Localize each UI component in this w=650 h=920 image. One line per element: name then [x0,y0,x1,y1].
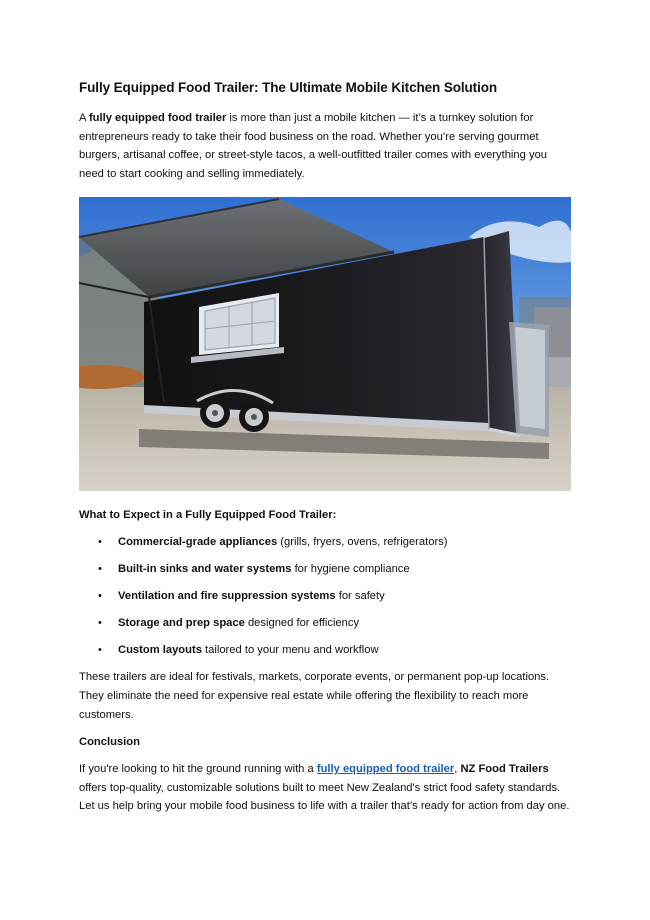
food-trailer-photo [79,197,571,491]
list-item [79,641,574,659]
page-title: Fully Equipped Food Trailer: The Ultimate Mobile Kitchen Solution [79,80,498,95]
food-trailer-link[interactable]: fully equipped food trailer [316,763,455,776]
feature-bold: Storage and prep space [118,617,245,630]
feature-rest: for safety [335,590,385,603]
expect-heading: What to Expect in a Fully Equipped Food Trailer: [79,509,337,522]
conclusion-rest: offers top-quality, customizable solutions built to meet New Zealand's strict food safety standards. Let us help bring your mobile food business to life with a trailer that’s ready for action from day one. [79,781,570,813]
bullet-icon: • [98,536,102,549]
feature-rest: designed for efficiency [244,617,360,630]
conclusion-lead: If you're looking to hit the ground running with a [79,763,317,776]
feature-rest: for hygiene compliance [291,563,410,576]
feature-bold: Commercial-grade appliances [118,536,278,549]
feature-bold: Ventilation and fire suppression systems [118,590,336,603]
document-content [79,78,574,816]
body-paragraph: These trailers are ideal for festivals, markets, corporate events, or permanent pop-up locations. They eliminate the need for expensive real estate while offering the flexibility to reach more customers. [79,671,550,721]
bullet-icon: • [98,590,102,603]
bullet-icon: • [98,644,102,657]
conclusion-paragraph [79,760,574,816]
intro-bold: fully equipped food trailer [88,112,227,124]
company-name: NZ Food Trailers [460,763,549,776]
feature-bold: Custom layouts [118,644,202,657]
bullet-icon: • [98,617,102,630]
feature-list [79,533,574,659]
feature-bold: Built-in sinks and water systems [118,563,292,576]
bullet-icon: • [98,563,102,576]
feature-rest: tailored to your menu and workflow [201,644,379,657]
list-item [79,614,574,632]
intro-rest: is more than just a mobile kitchen — it’s a turnkey solution for entrepreneurs ready to take their food business on the road. Whether you’re serving gourmet burgers, artisanal coffee, or street-style tacos, a well-outfitted trailer comes with everything you need to start cooking and selling immediately. [79,112,548,180]
intro-lead: A [79,112,89,124]
list-item [79,587,574,605]
list-item [79,533,574,551]
list-item [79,560,574,578]
conclusion-sep: , [454,763,461,776]
intro-paragraph [79,109,574,183]
feature-rest: (grills, fryers, ovens, refrigerators) [277,536,448,549]
conclusion-heading: Conclusion [79,736,140,749]
